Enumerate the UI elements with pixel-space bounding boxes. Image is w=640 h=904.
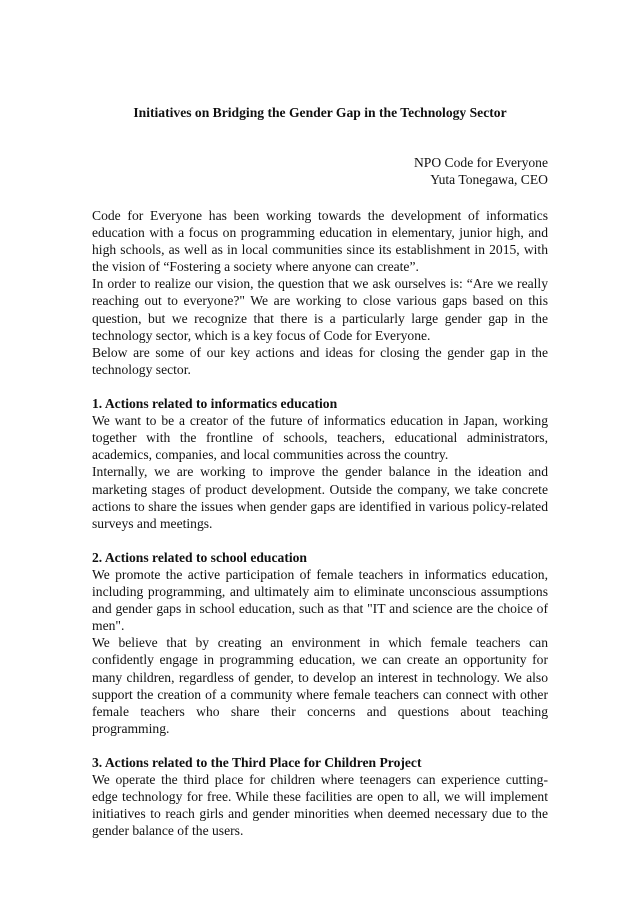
section-paragraph: We promote the active participation of female teachers in informatics education, including programming, and ultimately aim to eliminate unconscious assumptions and gender gaps in school education, such as that "IT and science are the choice of men". (92, 566, 548, 634)
document-title: Initiatives on Bridging the Gender Gap in the Technology Sector (133, 105, 507, 120)
document-body (92, 207, 548, 839)
section-paragraph: We operate the third place for children where teenagers can experience cutting-edge technology for free. While these facilities are open to all, we will implement initiatives to reach girls and gender minorities when deemed necessary due to the gender balance of the users. (92, 772, 548, 839)
intro-paragraph: Code for Everyone has been working towards the development of informatics education with a focus on programming education in elementary, junior high, and high schools, as well as in local communities since its establishment in 2015, with the vision of “Fostering a society where anyone can create”. (92, 208, 548, 275)
author-org: NPO Code for Everyone (413, 155, 548, 170)
author-block (414, 154, 548, 188)
section-paragraph: We want to be a creator of the future of informatics education in Japan, working together with the frontline of schools, teachers, educational administrators, academics, companies, and local communities across the country. (92, 413, 548, 463)
section-heading: 3. Actions related to the Third Place for Children Project (92, 755, 422, 770)
author-name: Yuta Tonegawa, CEO (430, 172, 548, 188)
section-heading: 2. Actions related to school education (92, 549, 307, 565)
intro-paragraph: In order to realize our vision, the question that we ask ourselves is: “Are we really reaching out to everyone?" We are working to close various gaps based on this question, but we recognize that there is a particularly large gender gap in the technology sector, which is a key focus of Code for Everyone. (92, 276, 548, 343)
section-paragraph: Internally, we are working to improve the gender balance in the ideation and marketing stages of product development. Outside the company, we take concrete actions to share the issues when gender gaps are identified in various policy-related surveys and meetings. (92, 464, 548, 531)
section-paragraph: We believe that by creating an environment in which female teachers can confidently engage in programming education, we can create an opportunity for many children, regardless of gender, to develop an interest in technology. We also support the creation of a community where female teachers can connect with other female teachers who share their concerns and questions about teaching programming. (92, 635, 548, 736)
section-heading: 1. Actions related to informatics education (92, 396, 338, 412)
intro-paragraph: Below are some of our key actions and ideas for closing the gender gap in the technology sector. (92, 344, 548, 377)
